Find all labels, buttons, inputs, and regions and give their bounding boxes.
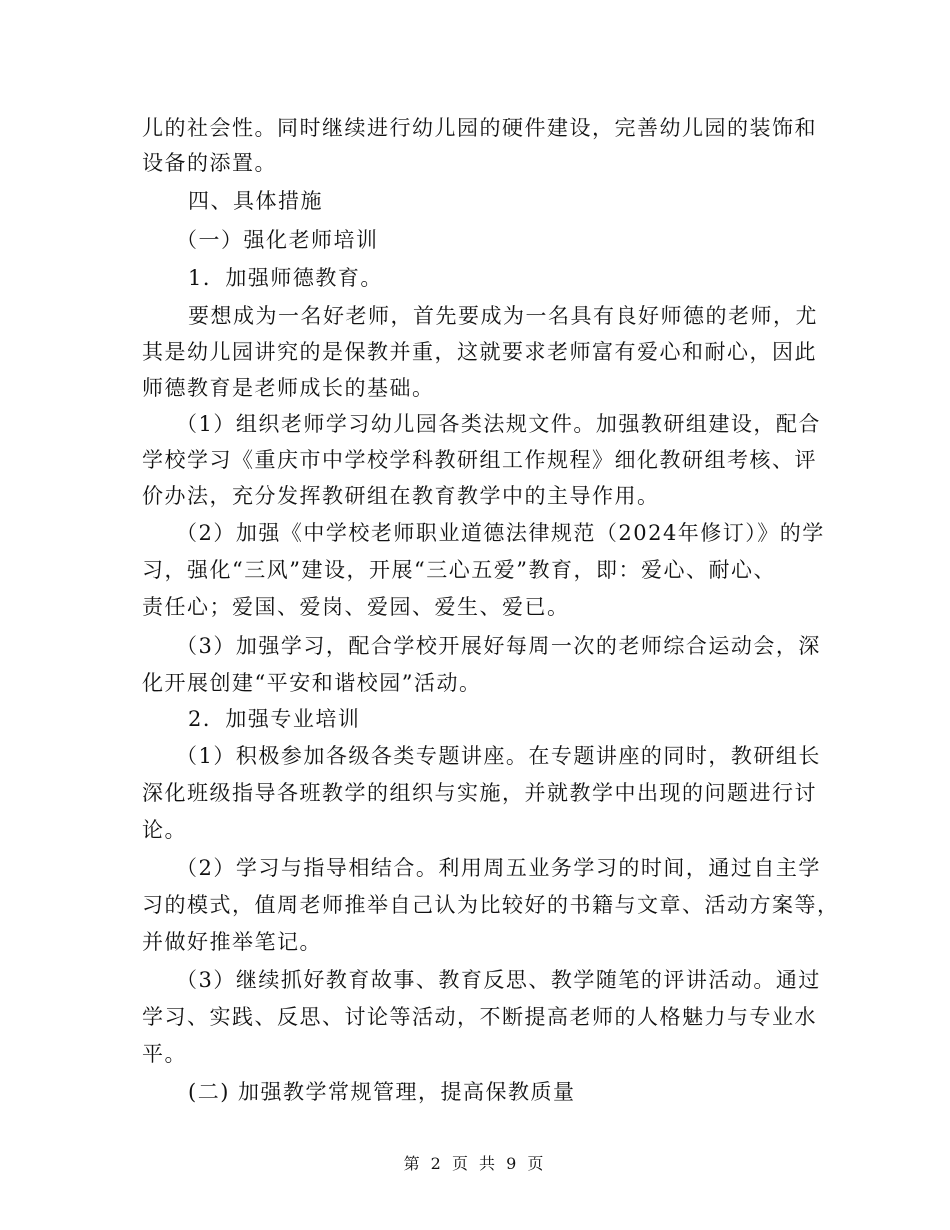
body-text-line: 习的模式，值周老师推举自己认为比较好的书籍与文章、活动方案等， bbox=[142, 893, 840, 917]
body-text-line: （3）加强学习，配合学校开展好每周一次的老师综合运动会，深 bbox=[176, 634, 821, 658]
body-text-line: 儿的社会性。同时继续进行幼儿园的硬件建设，完善幼儿园的装饰和 bbox=[142, 116, 817, 140]
body-text-line: 师德教育是老师成长的基础。 bbox=[142, 376, 435, 400]
section-heading: 四、具体措施 bbox=[188, 189, 323, 213]
item-heading: 1．加强师德教育。 bbox=[188, 266, 383, 290]
body-text-line: 平。 bbox=[142, 1042, 187, 1066]
page-number: 第 2 页 共 9 页 bbox=[403, 1154, 547, 1173]
body-text-line: （2）加强《中学校老师职业道德法律规范（2024年修订）》的学 bbox=[176, 521, 825, 545]
body-text-line: （1）组织老师学习幼儿园各类法规文件。加强教研组建设，配合 bbox=[176, 412, 821, 436]
body-text-line: （1）积极参加各级各类专题讲座。在专题讲座的同时，教研组长 bbox=[176, 744, 821, 768]
body-text-line: 深化班级指导各班教学的组织与实施，并就教学中出现的问题进行讨 bbox=[142, 781, 817, 805]
body-text-line: 设备的添置。 bbox=[142, 151, 277, 175]
body-text-line: 化开展创建“平安和谐校园”活动。 bbox=[142, 671, 482, 695]
body-text-line: 学习、实践、反思、讨论等活动，不断提高老师的人格魅力与专业水 bbox=[142, 1005, 817, 1029]
body-text-line: 论。 bbox=[142, 818, 187, 842]
body-text-line: 习，强化“三风”建设，开展“三心五爱”教育，即：爱心、耐心、 bbox=[142, 558, 776, 582]
body-text-line: 要想成为一名好老师，首先要成为一名具有良好师德的老师，尤 bbox=[188, 304, 818, 328]
body-text-line: 其是幼儿园讲究的是保教并重，这就要求老师富有爱心和耐心，因此 bbox=[142, 340, 817, 364]
body-text-line: （3）继续抓好教育故事、教育反思、教学随笔的评讲活动。通过 bbox=[176, 968, 821, 992]
body-text-line: 价办法，充分发挥教研组在教育教学中的主导作用。 bbox=[142, 484, 660, 508]
body-text-line: 学校学习《重庆市中学校学科教研组工作规程》细化教研组考核、评 bbox=[142, 448, 817, 472]
body-text-line: （2）学习与指导相结合。利用周五业务学习的时间，通过自主学 bbox=[176, 856, 821, 880]
subsection-heading: （一）强化老师培训 bbox=[176, 228, 379, 252]
item-heading: 2．加强专业培训 bbox=[188, 707, 361, 731]
body-text-line: 并做好推举笔记。 bbox=[142, 930, 322, 954]
body-text-line: 责任心；爱国、爱岗、爱园、爱生、爱已。 bbox=[142, 595, 570, 619]
subsection-heading: (二) 加强教学常规管理，提高保教质量 bbox=[188, 1080, 576, 1104]
